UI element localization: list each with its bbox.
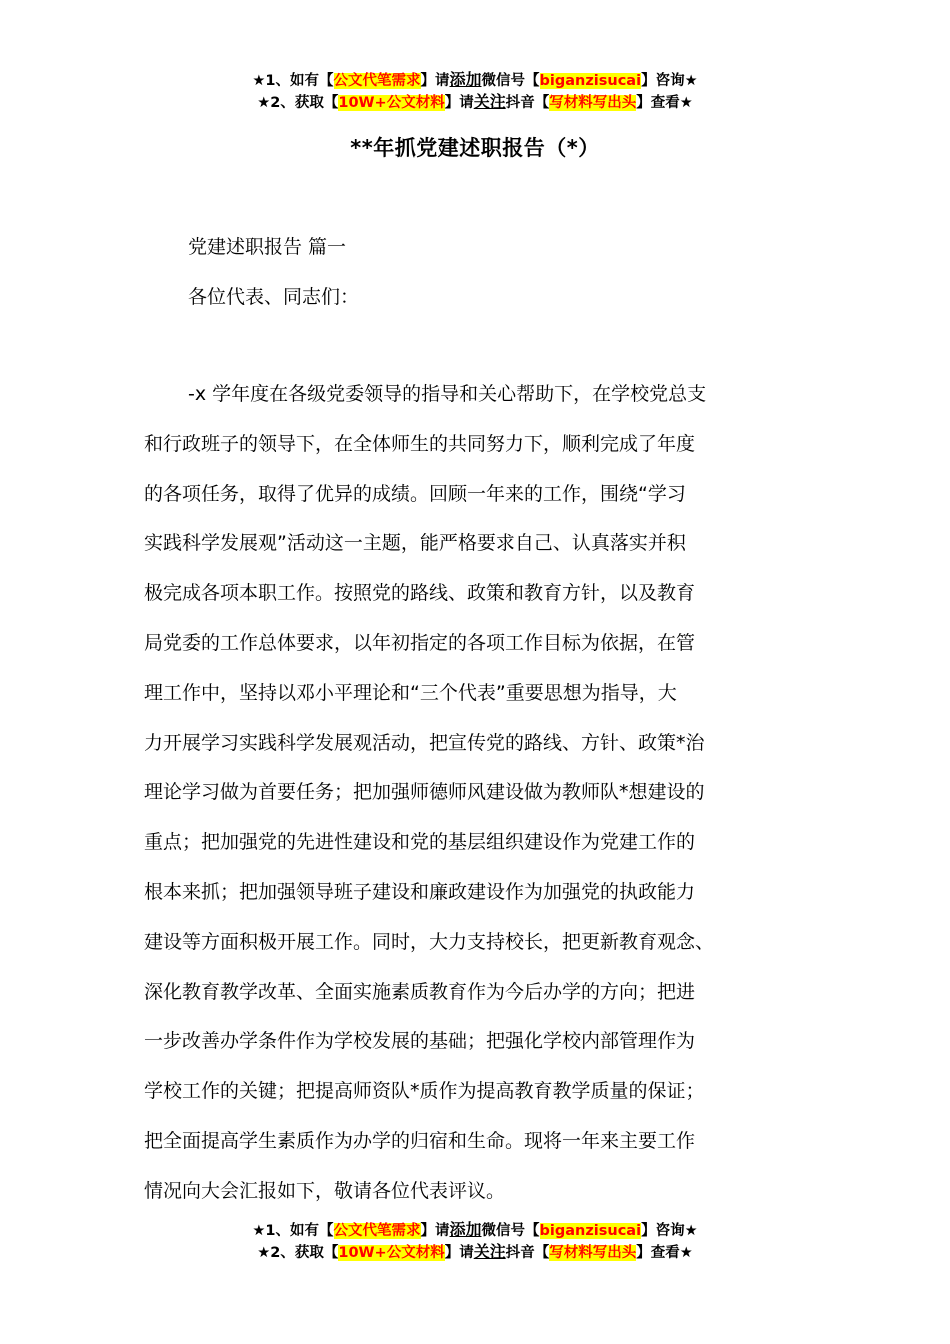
paragraph-line: 力开展学习实践科学发展观活动，把宣传党的路线、方针、政策*治 xyxy=(144,731,705,754)
promo-prefix: ★1、如有【 xyxy=(252,1223,334,1239)
promo-suffix: 】查看★ xyxy=(636,95,693,111)
paragraph-line: 学校工作的关键；把提高师资队*质作为提高教育教学质量的保证； xyxy=(144,1080,705,1103)
paragraph-line: 和行政班子的领导下，在全体师生的共同努力下，顺利完成了年度 xyxy=(144,432,696,455)
promo-emphasis: 添加 xyxy=(449,1220,482,1239)
promo-line-1 xyxy=(0,69,950,91)
paragraph-line: 情况向大会汇报如下，敬请各位代表评议。 xyxy=(144,1179,506,1202)
promo-suffix: 】查看★ xyxy=(636,1245,693,1261)
promo-banner-top xyxy=(0,69,950,113)
promo-emphasis: 关注 xyxy=(473,1242,506,1261)
promo-emphasis: 关注 xyxy=(473,92,506,111)
promo-text: 微信号【 xyxy=(481,73,540,89)
paragraph-line: 局党委的工作总体要求，以年初指定的各项工作目标为依据，在管 xyxy=(144,631,696,654)
promo-suffix: 】咨询★ xyxy=(641,1223,698,1239)
paragraph-line: 的各项任务，取得了优异的成绩。回顾一年来的工作，围绕“学习 xyxy=(144,482,686,505)
paragraph-line: 实践科学发展观”活动这一主题，能严格要求自己、认真落实并积 xyxy=(144,532,686,555)
body-paragraph xyxy=(144,376,806,1223)
promo-douyin-id: 写材料写出头 xyxy=(549,1245,637,1261)
promo-text: 】请 xyxy=(420,1223,450,1239)
promo-text: 】请 xyxy=(444,1245,474,1261)
section-heading: 党建述职报告 篇一 xyxy=(188,236,347,258)
document-title: **年抓党建述职报告（*） xyxy=(350,136,600,160)
paragraph-line: 极完成各项本职工作。按照党的路线、政策和教育方针，以及教育 xyxy=(144,582,696,605)
paragraph-line: 建设等方面积极开展工作。同时，大力支持校长，把更新教育观念、 xyxy=(144,930,715,953)
paragraph-line: -x 学年度在各级党委领导的指导和关心帮助下，在学校党总支 xyxy=(188,383,707,405)
paragraph-line: 根本来抓；把加强领导班子建设和廉政建设作为加强党的执政能力 xyxy=(144,880,696,903)
paragraph-line: 一步改善办学条件作为学校发展的基础；把强化学校内部管理作为 xyxy=(144,1030,696,1053)
promo-highlight: 公文代笔需求 xyxy=(333,73,421,89)
paragraph-line: 理论学习做为首要任务；把加强师德师风建设做为教师队*想建设的 xyxy=(144,781,705,804)
promo-line-1 xyxy=(0,1219,950,1241)
promo-prefix: ★1、如有【 xyxy=(252,73,334,89)
promo-highlight: 公文代笔需求 xyxy=(333,1223,421,1239)
promo-highlight: 10W+公文材料 xyxy=(338,1245,445,1261)
promo-text: 】请 xyxy=(420,73,450,89)
promo-line-2 xyxy=(0,1241,950,1263)
paragraph-line: 重点；把加强党的先进性建设和党的基层组织建设作为党建工作的 xyxy=(144,831,696,854)
promo-banner-bottom xyxy=(0,1219,950,1263)
promo-text: 】请 xyxy=(444,95,474,111)
promo-wechat-id: biganzisucai xyxy=(539,1223,642,1239)
salutation: 各位代表、同志们： xyxy=(188,286,360,308)
promo-text: 抖音【 xyxy=(505,1245,550,1261)
promo-prefix: ★2、获取【 xyxy=(257,1245,339,1261)
promo-douyin-id: 写材料写出头 xyxy=(549,95,637,111)
promo-wechat-id: biganzisucai xyxy=(539,73,642,89)
promo-emphasis: 添加 xyxy=(449,70,482,89)
paragraph-line: 理工作中，坚持以邓小平理论和“三个代表”重要思想为指导，大 xyxy=(144,681,677,704)
paragraph-line: 把全面提高学生素质作为办学的归宿和生命。现将一年来主要工作 xyxy=(144,1129,696,1152)
promo-text: 抖音【 xyxy=(505,95,550,111)
promo-highlight: 10W+公文材料 xyxy=(338,95,445,111)
promo-prefix: ★2、获取【 xyxy=(257,95,339,111)
promo-text: 微信号【 xyxy=(481,1223,540,1239)
paragraph-line: 深化教育教学改革、全面实施素质教育作为今后办学的方向；把进 xyxy=(144,980,696,1003)
promo-line-2 xyxy=(0,91,950,113)
promo-suffix: 】咨询★ xyxy=(641,73,698,89)
